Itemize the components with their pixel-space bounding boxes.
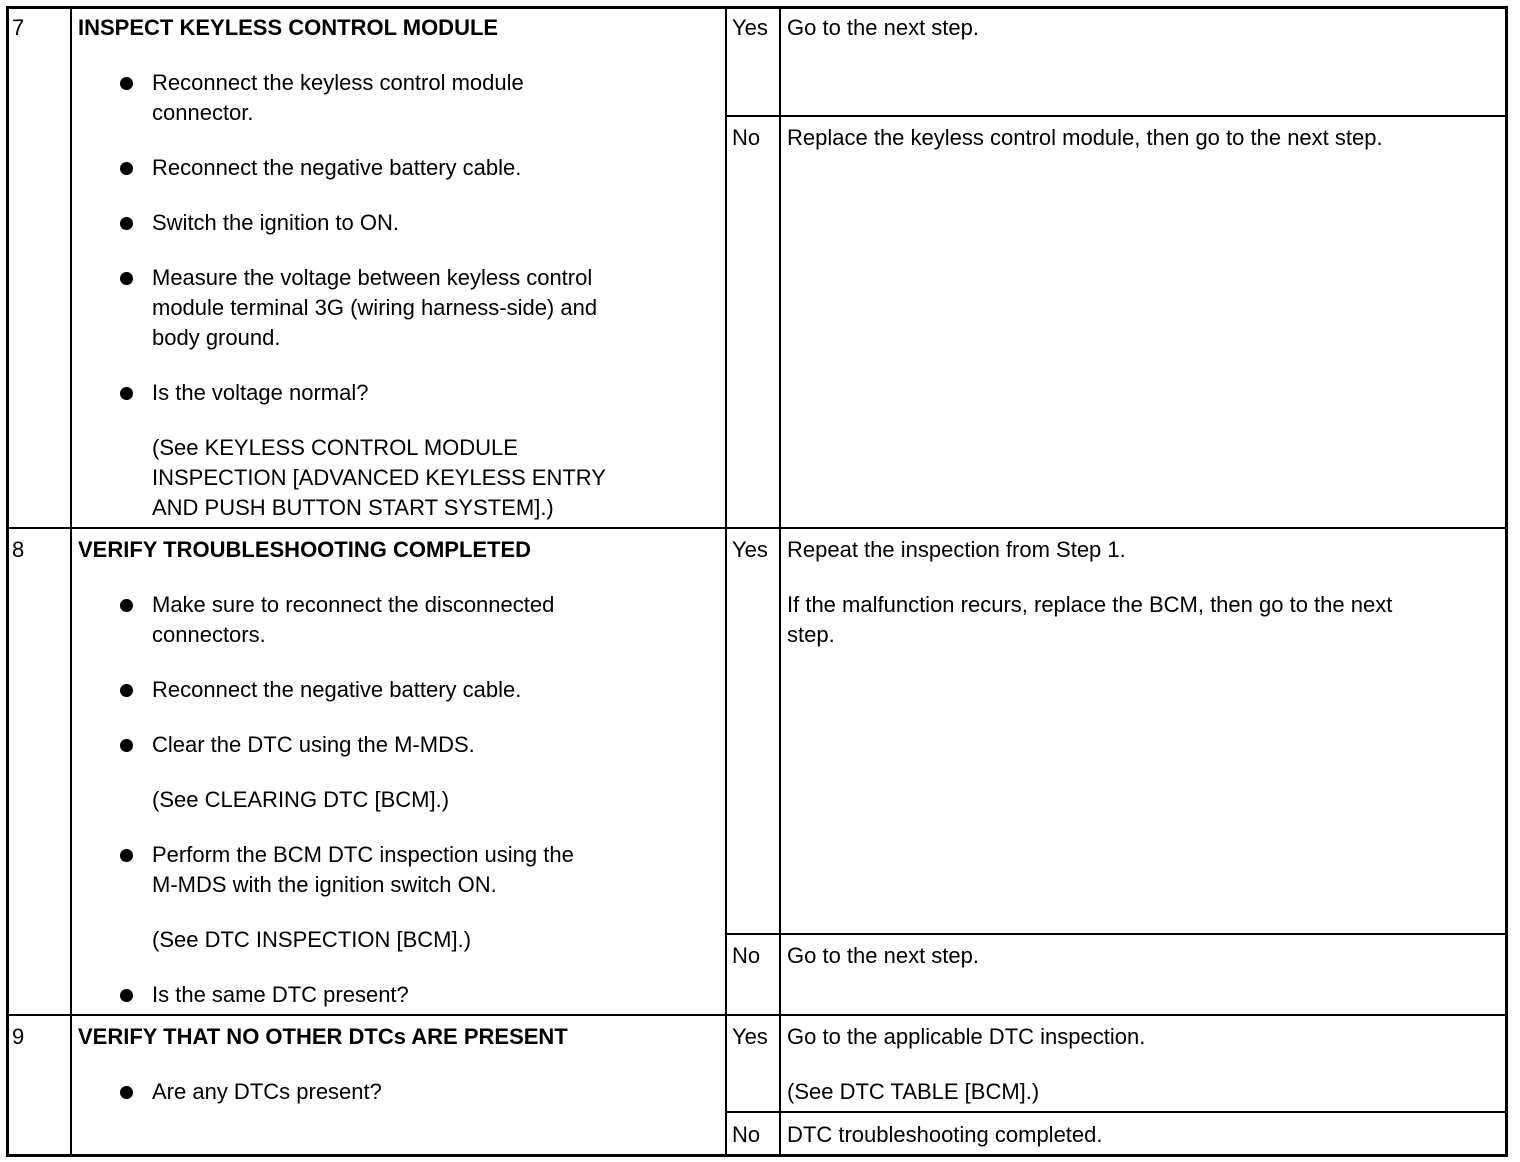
yes-label: Yes [732,15,768,40]
procedure-line: body ground. [152,325,281,350]
yes-action: Repeat the inspection from Step 1. [787,537,1126,562]
procedure-line: Is the same DTC present? [152,982,409,1007]
column-divider-procedure [725,8,727,1156]
reference-note: INSPECTION [ADVANCED KEYLESS ENTRY [152,465,606,490]
procedure-line: Reconnect the keyless control module [152,70,524,95]
reference-note: AND PUSH BUTTON START SYSTEM].) [152,495,554,520]
procedure-line: Perform the BCM DTC inspection using the [152,842,574,867]
procedure-line: Are any DTCs present? [152,1079,382,1104]
reference-note: (See CLEARING DTC [BCM].) [152,787,450,812]
procedure-line: Switch the ignition to ON. [152,210,400,235]
no-label: No [732,125,761,150]
yes-action: Go to the applicable DTC inspection. [787,1024,1146,1049]
bullet-icon [120,599,133,612]
bullet-icon [120,739,133,752]
bullet-icon [120,684,133,697]
bullet-icon [120,1086,133,1099]
step-title: VERIFY THAT NO OTHER DTCs ARE PRESENT [78,1024,568,1049]
bullet-icon [120,162,133,175]
bullet-icon [120,849,133,862]
yes-no-divider-7 [726,115,1507,117]
yes-action: Go to the next step. [787,15,980,40]
yes-action: If the malfunction recurs, replace the BCM, then go to the next [787,592,1393,617]
procedure-line: Is the voltage normal? [152,380,369,405]
procedure-line: Reconnect the negative battery cable. [152,677,522,702]
step-number: 8 [12,537,25,562]
procedure-line: module terminal 3G (wiring harness-side) and [152,295,598,320]
bullet-icon [120,387,133,400]
yes-action: step. [787,622,835,647]
row-divider-8-9 [8,1014,1507,1016]
yes-no-divider-8 [726,933,1507,935]
step-number: 9 [12,1024,25,1049]
no-action: Go to the next step. [787,943,980,968]
reference-note: (See KEYLESS CONTROL MODULE [152,435,518,460]
procedure-line: connector. [152,100,254,125]
yes-label: Yes [732,537,768,562]
procedure-line: Reconnect the negative battery cable. [152,155,522,180]
yes-no-divider-9 [726,1111,1507,1113]
no-action: Replace the keyless control module, then go to the next step. [787,125,1383,150]
no-label: No [732,943,761,968]
yes-label: Yes [732,1024,768,1049]
step-number: 7 [12,15,25,40]
bullet-icon [120,77,133,90]
bullet-icon [120,989,133,1002]
no-action: DTC troubleshooting completed. [787,1122,1103,1147]
no-label: No [732,1122,761,1147]
procedure-line: Measure the voltage between keyless control [152,265,593,290]
step-title: INSPECT KEYLESS CONTROL MODULE [78,15,499,40]
bullet-icon [120,217,133,230]
procedure-line: M-MDS with the ignition switch ON. [152,872,497,897]
reference-note: (See DTC INSPECTION [BCM].) [152,927,472,952]
procedure-line: connectors. [152,622,266,647]
column-divider-step [70,8,72,1156]
bullet-icon [120,272,133,285]
row-divider-7-8 [8,527,1507,529]
yes-action: (See DTC TABLE [BCM].) [787,1079,1040,1104]
column-divider-result [779,8,781,1156]
procedure-line: Make sure to reconnect the disconnected [152,592,555,617]
step-title: VERIFY TROUBLESHOOTING COMPLETED [78,537,532,562]
procedure-line: Clear the DTC using the M-MDS. [152,732,475,757]
